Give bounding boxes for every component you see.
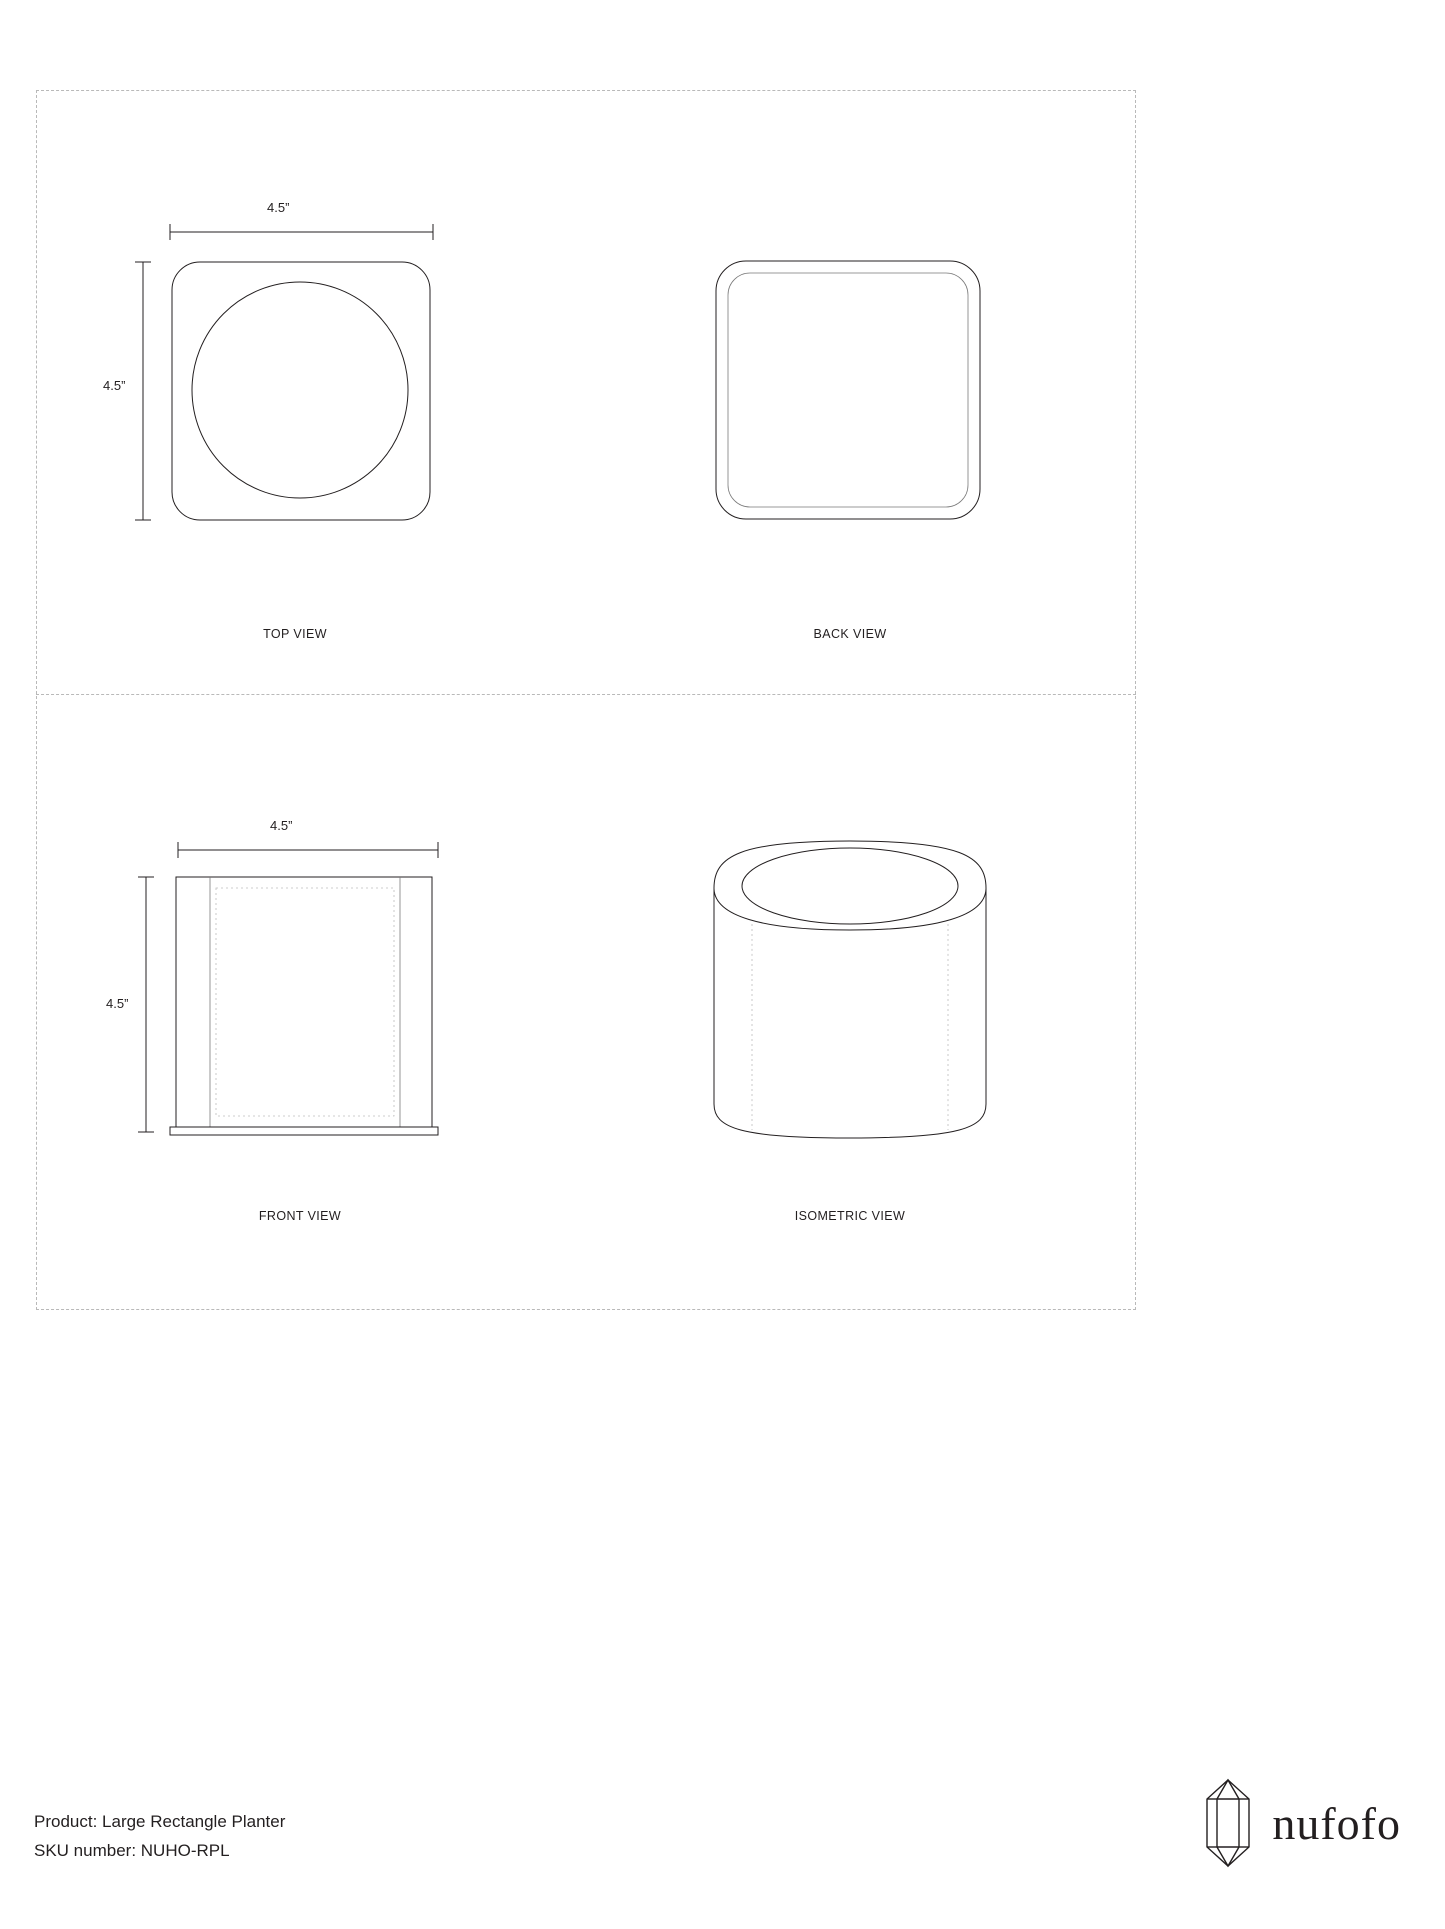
footer-info (34, 1807, 285, 1865)
back-view-svg (700, 255, 1000, 545)
isometric-view-caption: ISOMETRIC VIEW (794, 1209, 906, 1223)
front-view-drawing (106, 818, 490, 1160)
front-view-width-dimension: 4.5” (270, 818, 293, 833)
sku-line: SKU number: NUHO-RPL (34, 1841, 230, 1860)
brand-logo (1200, 1777, 1401, 1869)
front-view-svg (110, 820, 490, 1160)
top-view-drawing (103, 200, 490, 540)
back-view-drawing (700, 255, 1000, 545)
isometric-view-drawing (700, 832, 1000, 1152)
front-view-height-dimension: 4.5” (106, 996, 129, 1011)
front-view-caption: FRONT VIEW (258, 1209, 342, 1223)
product-name-line: Product: Large Rectangle Planter (34, 1812, 286, 1831)
top-view-caption: TOP VIEW (263, 627, 327, 641)
isometric-view-svg (700, 832, 1000, 1152)
back-view-caption: BACK VIEW (813, 627, 887, 641)
brand-wordmark: nufofo (1272, 1797, 1401, 1849)
spec-sheet-divider (36, 694, 1136, 695)
top-view-svg (110, 200, 490, 540)
top-view-height-dimension: 4.5” (103, 378, 126, 393)
crystal-gem-icon (1200, 1777, 1256, 1869)
top-view-width-dimension: 4.5” (267, 200, 290, 215)
